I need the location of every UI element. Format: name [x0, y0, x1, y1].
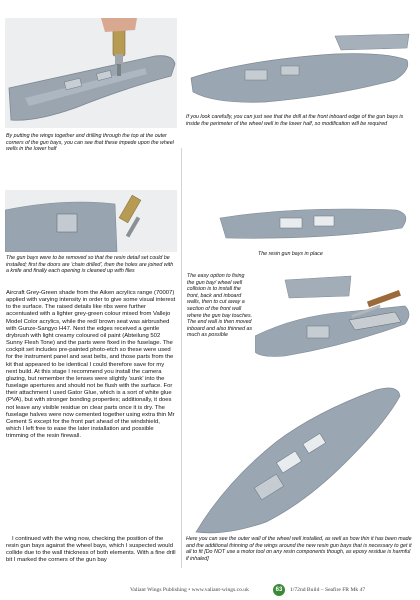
photo-wing-top [185, 30, 415, 115]
resin-gun-bays-image [216, 200, 415, 248]
wing-top-image [185, 30, 415, 115]
photo-gun-bay-removal [5, 190, 177, 252]
caption-wing-underside: Here you can see the outer wall of the wheel well installed, as well as how thin it has been made and the additional thinning of the wings around the new resin gun bays that is necessary to get it all to fit [Do NOT use a motor tool on any resin components though, as epoxy residue is harmful if inhaled] [186, 536, 412, 562]
caption-easy-option: The easy option to fixing the gun bay/ wheel well collision is to install the front, back and inboard walls, then to cut away a section of the front wall where the gun bay touches. The end wall is then moved inboard and also thinned as much as possible [187, 273, 253, 339]
photo-drilling-wing [5, 18, 177, 128]
footer-series: 1/72nd Build – Seafire FR Mk 47 [290, 587, 366, 593]
wing-drilling-image [5, 18, 177, 128]
caption-drilling: By putting the wings together and drilling through the top at the outer corners of the gun bays, you can see that these impede upon the wheel wells in the lower half [6, 133, 174, 153]
caption-gun-bay-removal: The gun bays were to be removed so that the resin detail set could be installed; first the doors are 'chain drilled', then the holes are joined with a knife and finally each opening is cleaned up with files [6, 255, 174, 275]
photo-wheel-well-cut [255, 266, 415, 372]
gun-bay-removal-image [5, 190, 177, 252]
body-paragraph-1: Aircraft Grey-Green shade from the Aiken acrylics range (70007) applied with varying intensity in order to give some visual interest to the surface. The raised details like ribs were further accentuated with a lighter grey-green colour mixed from Vallejo Model Color acrylics, while the red/ brown seat was airbrushed with Gunze-Sangyo H47. Next the edges received a gentle drybrush with light creamy coloured oil paint (Abteilung 502 Sunny Flesh Tone) and the parts were fixed in the fuselage. The cockpit set includes pre-painted photo-etch so these were used for the instrument panel and seat belts, and those parts from the kit that appeared to be identical I could therefore save for my next build. At this stage I recommend you install the camera glazing, but remember the lenses were slightly 'sunk' into the fuselage apertures and should not be flush with the surface. For their attachment I used Gator Glue, which is a sort of white glue (PVA), but with stronger bonding properties; additionally, it does not leave any visible residue on clear parts once it is dry. The fuselage halves were now cemented together using extra thin Mr Cement S except for the front part ahead of the windshield, which I left free to ease the later installation and possible trimming of the resin firewall. [6, 290, 176, 440]
column-divider [181, 148, 182, 568]
caption-wing-top: If you look carefully, you can just see that the drill at the front inboard edge of the gun bays is inside the perimeter of the wheel well in the lower half, so modification will be required [186, 114, 404, 127]
body-paragraph-2: I continued with the wing now, checking the position of the resin gun bays against the wheel bays, which I suspected would collide due to the wall thickness of both elements. With a fine drill bit I marked the corners of the gun bay [6, 536, 176, 564]
wing-underside-image [186, 382, 415, 534]
photo-resin-gun-bays [216, 200, 415, 248]
caption-resin-gun-bays: The resin gun bays in place [258, 251, 323, 257]
photo-wing-underside [186, 382, 415, 534]
page-number-badge: 63 [273, 584, 285, 596]
footer-publisher: Valiant Wings Publishing • www.valiant-wings.co.uk [130, 587, 249, 593]
wheel-well-cut-image [255, 266, 415, 372]
